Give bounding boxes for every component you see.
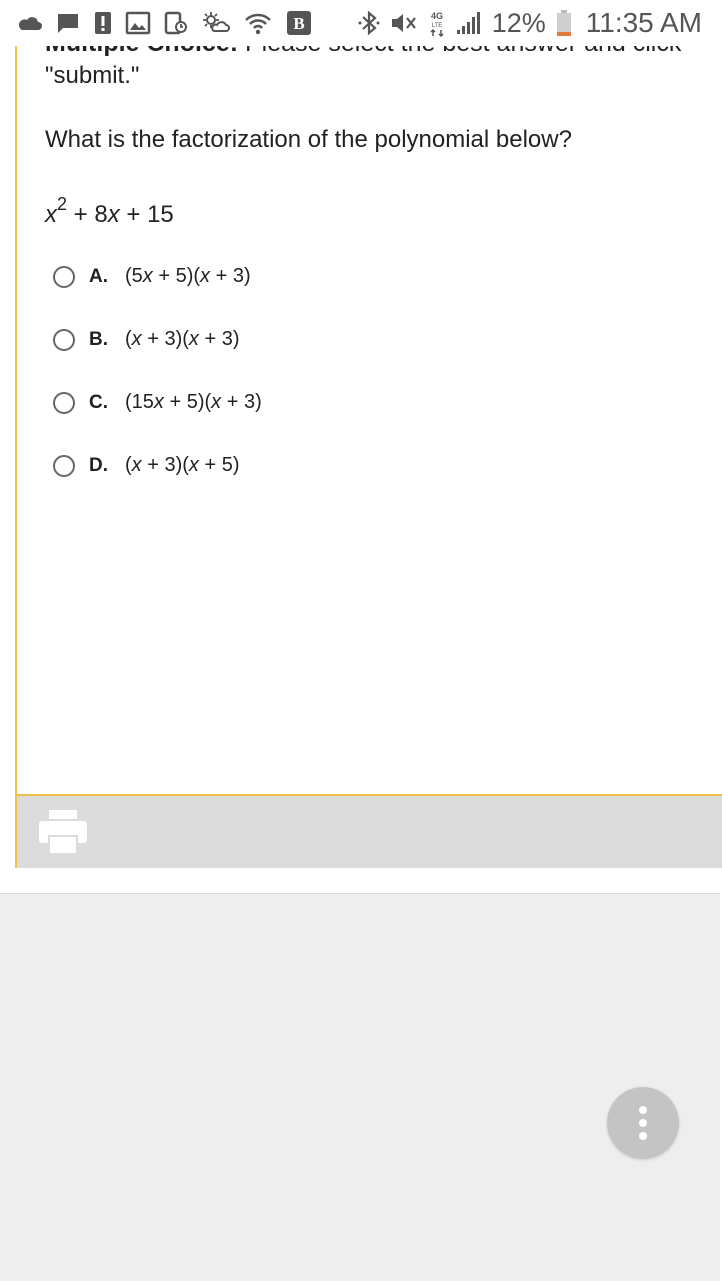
option-letter: D. — [89, 454, 108, 476]
option-text: (x + 3)(x + 5) — [125, 454, 240, 476]
answer-option-c[interactable] — [53, 391, 262, 414]
option-letter: C. — [89, 391, 108, 413]
question-card — [15, 46, 722, 868]
svg-text:B: B — [293, 14, 305, 33]
radio-button[interactable] — [53, 455, 75, 477]
status-bar-system — [358, 0, 702, 46]
radio-button[interactable] — [53, 266, 75, 288]
instruction-text-line2: "submit." — [45, 62, 140, 89]
polynomial-expression: $x^2 + 8x + 15$ — [45, 194, 174, 228]
answer-option-d[interactable] — [53, 454, 240, 477]
option-text: (15x + 5)(x + 3) — [125, 391, 262, 413]
question-prompt: What is the factorization of the polynomial below? — [45, 126, 572, 153]
printer-icon — [37, 808, 89, 856]
svg-text:LTE: LTE — [431, 23, 442, 29]
wifi-hotspot-icon — [244, 11, 272, 35]
option-letter: A. — [89, 265, 108, 287]
screen-record-icon — [164, 11, 188, 35]
more-options-button[interactable] — [607, 1087, 679, 1159]
mute-icon — [390, 11, 418, 35]
clock-time: 11:35 AM — [585, 7, 702, 38]
answer-option-b[interactable] — [53, 328, 240, 351]
status-bar — [0, 0, 720, 46]
bluetooth-icon — [358, 10, 380, 36]
b-app-icon — [286, 10, 312, 36]
page-background — [0, 893, 720, 1281]
radio-button[interactable] — [53, 329, 75, 351]
card-footer-bar — [17, 794, 722, 868]
battery-icon — [556, 9, 572, 37]
alert-icon — [94, 10, 112, 36]
battery-percent: 12% — [491, 7, 546, 38]
svg-text:4G: 4G — [430, 11, 443, 21]
cloud-icon — [16, 14, 42, 32]
image-icon — [126, 12, 150, 34]
message-icon — [56, 11, 80, 35]
radio-button[interactable] — [53, 392, 75, 414]
more-vertical-icon — [639, 1106, 647, 1114]
answer-option-a[interactable] — [53, 265, 251, 288]
print-button[interactable] — [37, 808, 89, 856]
lte-icon — [428, 9, 446, 37]
option-text: (x + 3)(x + 3) — [125, 328, 240, 350]
weather-icon — [202, 11, 230, 35]
status-bar-notifications — [0, 10, 312, 36]
signal-icon — [456, 11, 482, 35]
option-letter: B. — [89, 328, 108, 350]
option-text: (5x + 5)(x + 3) — [125, 265, 251, 287]
